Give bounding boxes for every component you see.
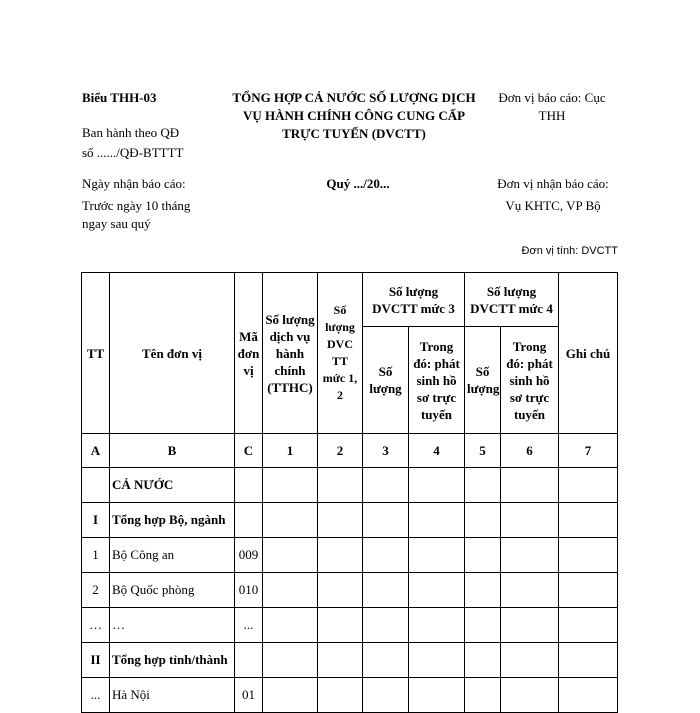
column-index: C xyxy=(235,434,263,468)
row-value-cell xyxy=(318,503,363,538)
row-value-cell xyxy=(318,538,363,573)
row-value-cell xyxy=(363,678,409,713)
receive-line-3: ngay sau quý xyxy=(82,216,151,231)
receiving-unit-line-1: Đơn vị nhận báo cáo: xyxy=(497,176,609,191)
column-index: B xyxy=(110,434,235,468)
row-value-cell xyxy=(263,643,318,678)
column-index: A xyxy=(82,434,110,468)
row-value-cell xyxy=(409,643,465,678)
row-value-cell xyxy=(559,538,618,573)
row-value-cell xyxy=(501,538,559,573)
row-tt: … xyxy=(82,608,110,643)
report-receive-date xyxy=(82,175,232,233)
row-tt xyxy=(82,468,110,503)
row-value-cell xyxy=(263,678,318,713)
row-value-cell xyxy=(409,678,465,713)
title-line-2: VỤ HÀNH CHÍNH CÔNG CUNG CẤP xyxy=(242,108,466,123)
col-header-note: Ghi chú xyxy=(559,273,618,434)
row-unit-name: CẢ NƯỚC xyxy=(110,468,235,503)
row-value-cell xyxy=(465,608,501,643)
row-value-cell xyxy=(318,678,363,713)
row-unit-name: Tổng hợp tỉnh/thành xyxy=(110,643,235,678)
row-unit-code: 009 xyxy=(235,538,263,573)
row-unit-code xyxy=(235,468,263,503)
row-value-cell xyxy=(501,643,559,678)
column-index: 5 xyxy=(465,434,501,468)
title-line-1: TỔNG HỢP CẢ NƯỚC SỐ LƯỢNG DỊCH xyxy=(232,90,476,105)
row-unit-code: 010 xyxy=(235,573,263,608)
row-value-cell xyxy=(559,643,618,678)
row-value-cell xyxy=(559,608,618,643)
receive-line-2: Trước ngày 10 tháng xyxy=(82,198,191,213)
row-value-cell xyxy=(559,573,618,608)
row-value-cell xyxy=(363,608,409,643)
row-value-cell xyxy=(409,538,465,573)
reporting-unit-line-1: Đơn vị báo cáo: Cục xyxy=(498,90,606,105)
row-value-cell xyxy=(363,468,409,503)
row-value-cell xyxy=(559,468,618,503)
row-tt: ... xyxy=(82,678,110,713)
col-header-dvctt-level-3: Số lượng DVCTT mức 3 xyxy=(363,273,465,327)
column-index: 3 xyxy=(363,434,409,468)
table-header-row xyxy=(82,273,618,327)
form-code: Biểu THH-03 xyxy=(82,90,157,105)
col-header-dvctt-level-1-2: Số lượng DVC TT mức 1, 2 xyxy=(318,273,363,434)
row-value-cell xyxy=(465,538,501,573)
table-row xyxy=(82,608,618,643)
row-unit-code xyxy=(235,643,263,678)
row-value-cell xyxy=(465,503,501,538)
row-unit-code: ... xyxy=(235,608,263,643)
row-value-cell xyxy=(501,468,559,503)
row-value-cell xyxy=(263,538,318,573)
issued-line-1: Ban hành theo QĐ xyxy=(82,125,180,140)
row-value-cell xyxy=(318,643,363,678)
report-table xyxy=(81,272,618,713)
subheader-level-4-online: Trong đó: phát sinh hồ sơ trực tuyến xyxy=(501,327,559,434)
row-value-cell xyxy=(363,573,409,608)
row-value-cell xyxy=(363,538,409,573)
row-value-cell xyxy=(318,573,363,608)
row-value-cell xyxy=(501,573,559,608)
table-row xyxy=(82,468,618,503)
row-unit-name: Tổng hợp Bộ, ngành xyxy=(110,503,235,538)
unit-of-measure: Đơn vị tính: DVCTT xyxy=(521,245,618,257)
row-unit-code xyxy=(235,503,263,538)
row-tt: 2 xyxy=(82,573,110,608)
table-row xyxy=(82,503,618,538)
table-body xyxy=(82,468,618,713)
report-title xyxy=(218,89,490,143)
col-header-unit-code: Mã đơn vị xyxy=(235,273,263,434)
row-value-cell xyxy=(363,503,409,538)
row-unit-code: 01 xyxy=(235,678,263,713)
row-value-cell xyxy=(263,573,318,608)
row-unit-name: Bộ Quốc phòng xyxy=(110,573,235,608)
title-line-3: TRỰC TUYẾN (DVCTT) xyxy=(282,126,426,141)
report-quarter: Quý .../20... xyxy=(326,176,390,191)
row-value-cell xyxy=(501,678,559,713)
row-value-cell xyxy=(465,643,501,678)
column-index: 4 xyxy=(409,434,465,468)
table-row xyxy=(82,643,618,678)
table-row xyxy=(82,573,618,608)
row-unit-name: … xyxy=(110,608,235,643)
row-value-cell xyxy=(363,643,409,678)
row-value-cell xyxy=(409,608,465,643)
table-row xyxy=(82,678,618,713)
column-index: 1 xyxy=(263,434,318,468)
row-value-cell xyxy=(501,608,559,643)
subheader-level-4-count: Số lượng xyxy=(465,327,501,434)
row-value-cell xyxy=(263,468,318,503)
subheader-level-3-online: Trong đó: phát sinh hồ sơ trực tuyến xyxy=(409,327,465,434)
column-index: 7 xyxy=(559,434,618,468)
subheader-level-3-count: Số lượng xyxy=(363,327,409,434)
row-value-cell xyxy=(409,573,465,608)
receive-line-1: Ngày nhận báo cáo: xyxy=(82,176,186,191)
row-value-cell xyxy=(409,503,465,538)
row-value-cell xyxy=(465,468,501,503)
column-index: 2 xyxy=(318,434,363,468)
row-value-cell xyxy=(465,573,501,608)
row-value-cell xyxy=(465,678,501,713)
row-value-cell xyxy=(559,503,618,538)
issued-line-2: số ....../QĐ-BTTTT xyxy=(82,145,184,160)
issued-by-decision xyxy=(82,124,212,162)
col-header-tt: TT xyxy=(82,273,110,434)
receiving-unit xyxy=(478,175,628,215)
reporting-unit-line-2: THH xyxy=(538,108,566,123)
row-tt: 1 xyxy=(82,538,110,573)
reporting-unit xyxy=(488,89,616,125)
row-value-cell xyxy=(501,503,559,538)
row-tt: I xyxy=(82,503,110,538)
row-value-cell xyxy=(318,468,363,503)
row-tt: II xyxy=(82,643,110,678)
col-header-dvctt-level-4: Số lượng DVCTT mức 4 xyxy=(465,273,559,327)
table-row xyxy=(82,538,618,573)
col-header-unit-name: Tên đơn vị xyxy=(110,273,235,434)
row-value-cell xyxy=(263,503,318,538)
col-header-tthc-count: Số lượng dịch vụ hành chính (TTHC) xyxy=(263,273,318,434)
row-value-cell xyxy=(559,678,618,713)
row-value-cell xyxy=(409,468,465,503)
column-index-row xyxy=(82,434,618,468)
row-unit-name: Hà Nội xyxy=(110,678,235,713)
row-unit-name: Bộ Công an xyxy=(110,538,235,573)
row-value-cell xyxy=(263,608,318,643)
row-value-cell xyxy=(318,608,363,643)
receiving-unit-line-2: Vụ KHTC, VP Bộ xyxy=(505,198,601,213)
column-index: 6 xyxy=(501,434,559,468)
